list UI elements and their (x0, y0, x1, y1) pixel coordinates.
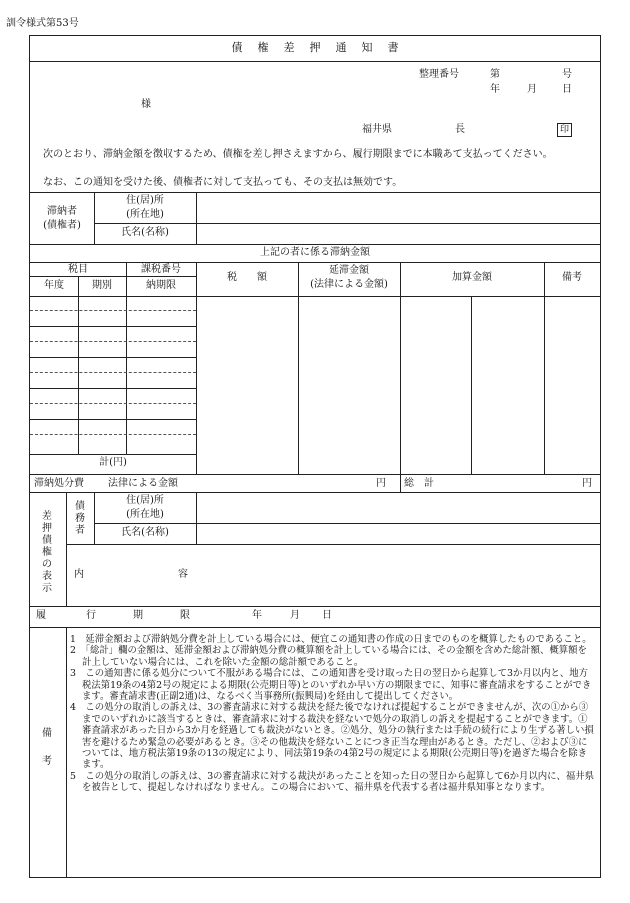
table-row-divider (30, 434, 196, 435)
addressee-sama: 様 (141, 99, 151, 110)
taxpayer-label-sub: (債権者) (43, 220, 81, 231)
additional-amount-header: 加算金額 (452, 272, 492, 283)
grand-total-label: 総 計 (404, 478, 434, 489)
deadline-char-2: 行 (86, 610, 96, 621)
rule (30, 296, 600, 297)
note-2: 2 「総計」欄の金額は、延滞金額および滞納処分費の概算額を計上している場合には、その金額を含めた総計額、概算額を計上していない場合には、これを除いた金額の総計額であること。 (70, 645, 587, 668)
arrears-heading: 上記の者に係る滞納金額 (260, 247, 370, 258)
note-4: 4 この処分の取消しの訴えは、3の審査請求に対する裁決を経た後でなければ提起することができませんが、次の①から③までのいずれかに該当するときは、審査請求に対する裁決を経ないで処分の取消しの訴えを提起することができます。①審査請求があった日から3か月を経過しても裁決がないとき。②処分、処分の執行または手続の続行により生ずる著しい損害を避けるため緊急の必要があるとき。③その他裁決を経ないことにつき正当な理由があるとき。ただし、②および③については、地方税法第19条の13の規定により、同法第19条の4第2号の規定による期限(公売期日等)を過ぎた場合を除きます。 (70, 702, 594, 771)
day-label: 日 (562, 84, 572, 95)
table-row-divider (30, 403, 196, 404)
deadline-day: 日 (322, 610, 332, 621)
table-row-divider (30, 326, 196, 327)
due-date-header: 納期限 (146, 280, 176, 291)
total-label: 計(円) (99, 457, 127, 468)
body-paragraph-1: 次のとおり、滞納金額を徴収するため、債権を差し押さえますから、履行期限までに本職あて支払ってください。 (43, 149, 553, 160)
rule (30, 244, 600, 245)
note-1: 1 延滞金額および滞納処分費を計上している場合には、便宜この通知書の作成の日までのものを概算したものであること。 (70, 634, 592, 645)
late-fee-header: 延滞金額 (329, 265, 369, 276)
rule (66, 492, 67, 606)
rule (400, 262, 401, 474)
debtor-name-label: 氏名(名称) (121, 527, 169, 538)
deadline-year: 年 (252, 610, 262, 621)
taxpayer-address-label: 住(居)所 (126, 195, 164, 206)
form-title: 債 権 差 押 通 知 書 (231, 41, 401, 54)
taxpayer-address-sub: (所在地) (126, 209, 164, 220)
disposition-fee-label: 滞納処分費 (34, 478, 84, 489)
rule (78, 276, 79, 454)
gou-label: 号 (562, 69, 572, 80)
rule (66, 544, 600, 545)
table-row-divider (30, 357, 196, 358)
deadline-char-4: 限 (180, 610, 190, 621)
debtor-address-sub: (所在地) (126, 509, 164, 520)
rule (30, 627, 600, 628)
table-row-divider (30, 310, 196, 311)
seal-mark: 印 (557, 123, 572, 137)
rule (298, 262, 299, 474)
rule (66, 627, 67, 877)
rule (196, 192, 197, 244)
period-header: 期別 (92, 280, 112, 291)
taxpayer-name-label: 氏名(名称) (121, 227, 169, 238)
rule (400, 474, 401, 492)
note-5: 5 この処分の取消しの訴えは、3の審査請求に対する裁決があったことを知った日の翌日から起算して6か月以内に、福井県を被告として、提起しなければなりません。この場合において、福井県を代表する者は福井県知事となります。 (70, 770, 595, 794)
body-paragraph-2: なお、この通知を受けた後、債権者に対して支払っても、その支払は無効です。 (43, 177, 403, 188)
table-row-divider (30, 419, 196, 420)
reference-number-label: 整理番号 (419, 69, 459, 80)
notice-form (29, 35, 601, 878)
year-label: 年 (490, 84, 500, 95)
prefecture-label: 福井県 (362, 124, 392, 135)
deadline-char-1: 履 (36, 610, 46, 621)
rule (30, 262, 600, 263)
table-row-divider (30, 454, 196, 455)
debtor-label: 債 務 者 (75, 501, 85, 536)
note-3: 3 この通知書に係る処分について不服がある場合には、この通知書を受け取った日の翌日から起算して3か月以内と、地方税法第19条の4第2号の規定による期限(公売期日等)とのいずれか早い方の期限までに、知事に審査請求をすることができます。審査請求書(正副2通)は、なるべく当事務所(振興局)を経由して提出してください。 (70, 668, 592, 703)
table-row-divider (30, 341, 196, 342)
tax-amount-header: 税 額 (227, 272, 267, 283)
dai-label: 第 (490, 69, 500, 80)
fee-yen: 円 (376, 478, 386, 489)
notes-label-top: 備 (42, 728, 52, 739)
rule (196, 262, 197, 474)
rule (30, 606, 600, 607)
grand-total-yen: 円 (582, 478, 592, 489)
rule (94, 523, 600, 524)
rule (196, 492, 197, 544)
legal-amount-label: 法律による金額 (108, 478, 178, 489)
notes-label-bottom: 考 (42, 756, 52, 767)
title-divider (30, 61, 600, 62)
content-label-left: 内 (74, 569, 84, 580)
deadline-char-3: 期 (133, 610, 143, 621)
rule (30, 276, 196, 277)
debtor-address-label: 住(居)所 (126, 495, 164, 506)
form-code: 訓令様式第53号 (6, 18, 79, 29)
table-row-divider (30, 388, 196, 389)
remarks-header: 備考 (562, 272, 582, 283)
taxation-number-header: 課税番号 (141, 264, 181, 275)
deadline-month: 月 (290, 610, 300, 621)
rule (94, 223, 600, 224)
late-fee-header-sub: (法律による金額) (310, 279, 388, 290)
fiscal-year-header: 年度 (44, 280, 64, 291)
rule (30, 474, 600, 475)
content-label-right: 容 (178, 569, 188, 580)
rule (544, 262, 545, 474)
rule (471, 296, 472, 474)
taxpayer-label: 滞納者 (47, 206, 77, 217)
rule (30, 192, 600, 193)
rule (30, 492, 600, 493)
chief-label: 長 (455, 124, 465, 135)
notes-list (70, 634, 596, 794)
table-row-divider (30, 372, 196, 373)
month-label: 月 (527, 84, 537, 95)
seized-claim-label: 差 押 債 権 の 表 示 (42, 511, 52, 594)
tax-item-header: 税目 (68, 264, 88, 275)
